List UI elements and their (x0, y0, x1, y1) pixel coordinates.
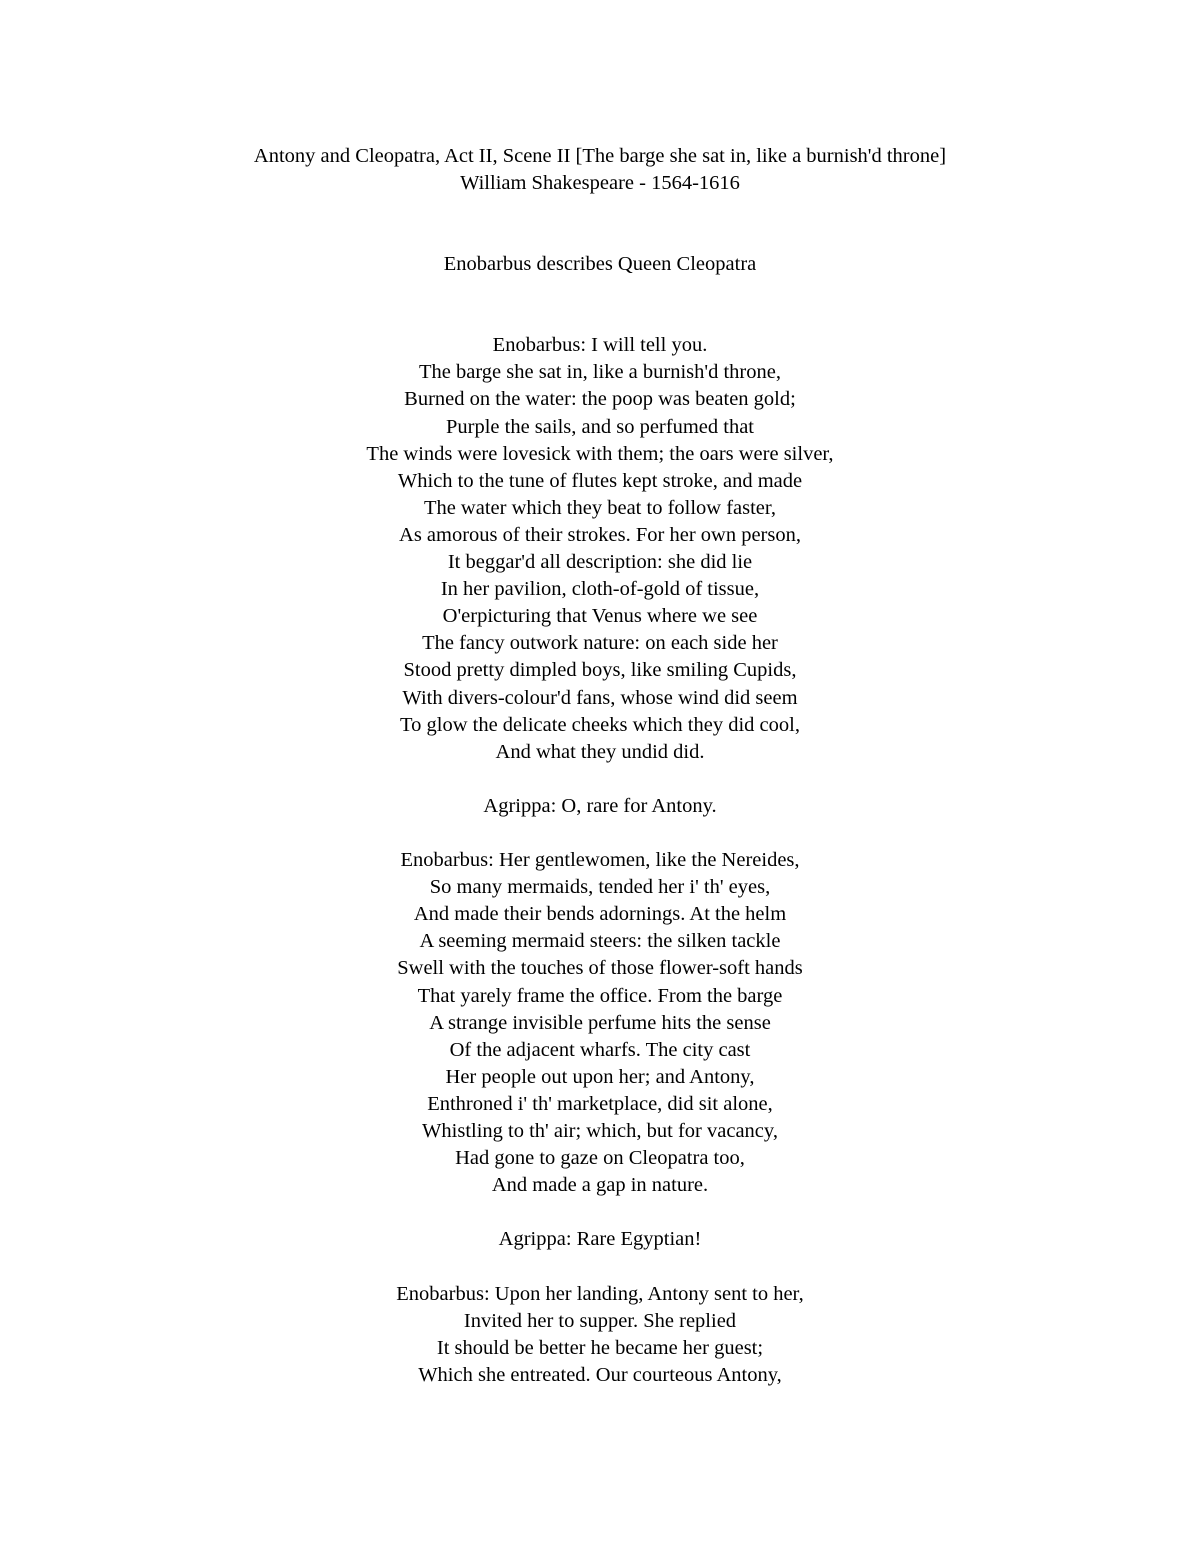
poem-line: Whistling to th' air; which, but for vacancy, (422, 1120, 778, 1142)
poem-line: It should be better he became her guest; (436, 1336, 764, 1359)
poem-line: The barge she sat in, like a burnish'd throne, (419, 361, 781, 384)
poem-line: Swell with the touches of those flower-soft hands (397, 957, 803, 980)
poem-line: Her people out upon her; and Antony, (445, 1065, 755, 1088)
poem-line: To glow the delicate cheeks which they did cool, (400, 713, 800, 736)
poem-line: So many mermaids, tended her i' th' eyes, (429, 876, 771, 899)
stanza-break (0, 820, 1200, 847)
poem-title: Antony and Cleopatra, Act II, Scene II [The barge she sat in, like a burnish'd throne] (253, 145, 947, 167)
poem-line: It beggar'd all description: she did lie (447, 551, 753, 574)
poem-subtitle: Enobarbus describes Queen Cleopatra (443, 253, 757, 276)
poem-line: And made a gap in nature. (491, 1174, 709, 1197)
poem-line: The fancy outwork nature: on each side her (422, 632, 778, 655)
poem-line: Had gone to gaze on Cleopatra too, (455, 1147, 745, 1170)
poem-line: A seeming mermaid steers: the silken tackle (419, 930, 781, 953)
poem-line: As amorous of their strokes. For her own person, (399, 523, 801, 546)
poem-line: Purple the sails, and so perfumed that (445, 415, 754, 438)
stanza-break (0, 1253, 1200, 1280)
stanza (0, 793, 1200, 820)
poem-line: In her pavilion, cloth-of-gold of tissue, (440, 578, 760, 601)
poem-line: And what they undid did. (495, 740, 705, 763)
stanza (0, 332, 1200, 766)
stanza-break (0, 766, 1200, 793)
poem-line: The water which they beat to follow faster, (423, 496, 777, 519)
poem-line: O'erpicturing that Venus where we see (442, 605, 758, 628)
stanza (0, 1281, 1200, 1389)
poem-line: That yarely frame the office. From the barge (417, 984, 783, 1007)
poem-line: Stood pretty dimpled boys, like smiling Cupids, (403, 659, 797, 682)
stanza (0, 1226, 1200, 1253)
stanza (0, 847, 1200, 1199)
stanza-list (0, 332, 1200, 1389)
poem-line: Agrippa: Rare Egyptian! (498, 1228, 702, 1251)
spacer (0, 278, 1200, 332)
poem-line: Enobarbus: Upon her landing, Antony sent to her, (396, 1282, 804, 1305)
poem-line: The winds were lovesick with them; the oars were silver, (366, 442, 834, 465)
poem-line: Which she entreated. Our courteous Antony, (418, 1363, 782, 1386)
poem-line: A strange invisible perfume hits the sense (429, 1011, 771, 1034)
poem-line: Enthroned i' th' marketplace, did sit alone, (427, 1092, 773, 1115)
poem-line: Agrippa: O, rare for Antony. (483, 794, 717, 817)
poem-author: William Shakespeare - 1564-1616 (460, 172, 740, 195)
poem-line: Burned on the water: the poop was beaten gold; (404, 388, 796, 411)
poem-line: Enobarbus: I will tell you. (492, 334, 708, 357)
poem-line: Which to the tune of flutes kept stroke, and made (397, 469, 803, 492)
poem-body (0, 332, 1200, 1389)
spacer (0, 197, 1200, 251)
stanza-break (0, 1199, 1200, 1226)
poem-line: And made their bends adornings. At the helm (413, 903, 787, 926)
poem-line: Invited her to supper. She replied (463, 1309, 737, 1332)
poem-line: Of the adjacent wharfs. The city cast (449, 1038, 751, 1061)
poem-line: Enobarbus: Her gentlewomen, like the Nereides, (400, 849, 800, 872)
document-page (0, 143, 1200, 1389)
poem-line: With divers-colour'd fans, whose wind did seem (402, 686, 798, 709)
